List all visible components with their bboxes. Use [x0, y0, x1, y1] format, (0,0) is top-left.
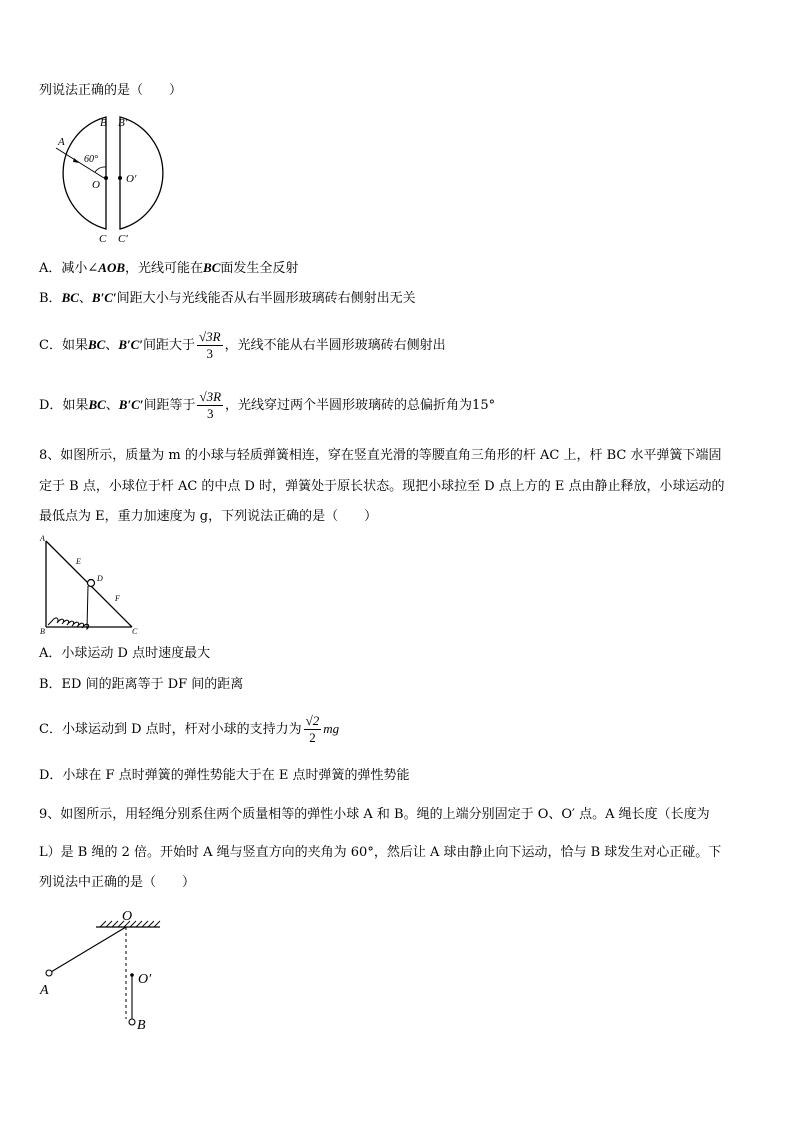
- fraction-sqrt2-over-2: $\frac{√2}{2}$: [305, 713, 320, 745]
- q7-option-a: A．减小∠AOB，光线可能在BC面发生全反射: [39, 260, 299, 276]
- q8-option-b: B．ED 间的距离等于 DF 间的距离: [39, 677, 244, 692]
- label-b: B: [40, 627, 45, 636]
- q7-figure: [50, 112, 170, 246]
- q7-option-b: B．BC、B′C′间距大小与光线能否从右半圆形玻璃砖右侧射出无关: [39, 290, 416, 306]
- q8-stem-line3: 最低点为 E，重力加速度为 g，下列说法正确的是（ ）: [39, 509, 378, 524]
- angle-arc: [95, 167, 106, 172]
- label-o-prime: O′: [138, 972, 152, 987]
- label-c-prime: C′: [118, 233, 128, 245]
- label-a: A: [40, 983, 49, 998]
- q8-stem-line2: 定于 B 点，小球位于杆 AC 的中点 D 时，弹簧处于原长状态。现把小球拉至 D 点上方的 E 点由静止释放，小球运动的: [39, 479, 725, 494]
- fraction-sqrt3r-over-3-d: $\frac{√3R}{3}$: [199, 389, 222, 421]
- left-semicircle: [63, 117, 106, 229]
- q7-stem-tail: 列说法正确的是（ ）: [39, 83, 183, 98]
- q8-figure: [38, 533, 150, 637]
- q8-stem-line1: 8、如图所示，质量为 m 的小球与轻质弹簧相连，穿在竖直光滑的等腰直角三角形的杆 AC 上，杆 BC 水平弹簧下端固: [39, 448, 722, 463]
- q9-stem-line3: 列说法中正确的是（ ）: [39, 875, 196, 890]
- q9-figure: [36, 907, 166, 1033]
- label-c: C: [132, 627, 138, 636]
- label-a: A: [40, 534, 45, 543]
- q9-stem-line1: 9、如图所示，用轻绳分别系住两个质量相等的弹性小球 A 和 B。绳的上端分别固定于 O、O′ 点。A 绳长度（长度为: [39, 807, 710, 822]
- label-o: O: [92, 179, 100, 191]
- q9-stem-line2: L）是 B 绳的 2 倍。开始时 A 绳与竖直方向的夹角为 60°，然后让 A 球由静止向下运动，恰与 B 球发生对心正碰。下: [39, 845, 722, 860]
- label-e: E: [76, 557, 81, 566]
- label-o: O: [122, 909, 133, 924]
- ray-arrow: [73, 158, 80, 163]
- fraction-sqrt3r-over-3: $\frac{√3R}{3}$: [198, 329, 221, 361]
- label-60: 60°: [84, 154, 98, 165]
- point-o: [104, 176, 108, 180]
- point-o-prime: [118, 176, 122, 180]
- q7-option-d: D．如果BC、B′C′间距等于 $\frac{√3R}{3}$ ，光线穿过两个半圆形玻璃砖的总偏折角为15°: [39, 389, 496, 421]
- label-b: B: [137, 1018, 146, 1033]
- q7-option-c: C．如果BC、B′C′间距大于 $\frac{√3R}{3}$ ，光线不能从右半圆形玻璃砖右侧射出: [39, 329, 446, 361]
- label-a: A: [58, 136, 65, 148]
- label-c: C: [99, 233, 107, 245]
- ball-a: [46, 970, 52, 976]
- label-f: F: [115, 594, 120, 603]
- label-b: B: [100, 117, 107, 129]
- q8-option-c: C．小球运动到 D 点时，杆对小球的支持力为 $\frac{√2}{2}$ mg: [39, 713, 340, 745]
- label-d: D: [97, 574, 103, 583]
- string-a: [51, 927, 126, 972]
- label-o-prime: O′: [126, 173, 137, 185]
- ball-b: [129, 1019, 135, 1025]
- spring: [48, 586, 89, 629]
- q8-option-a: A．小球运动 D 点时速度最大: [39, 646, 211, 661]
- ball-d: [88, 580, 95, 587]
- label-b-prime: B′: [118, 117, 128, 129]
- q8-option-d: D．小球在 F 点时弹簧的弹性势能大于在 E 点时弹簧的弹性势能: [39, 768, 410, 783]
